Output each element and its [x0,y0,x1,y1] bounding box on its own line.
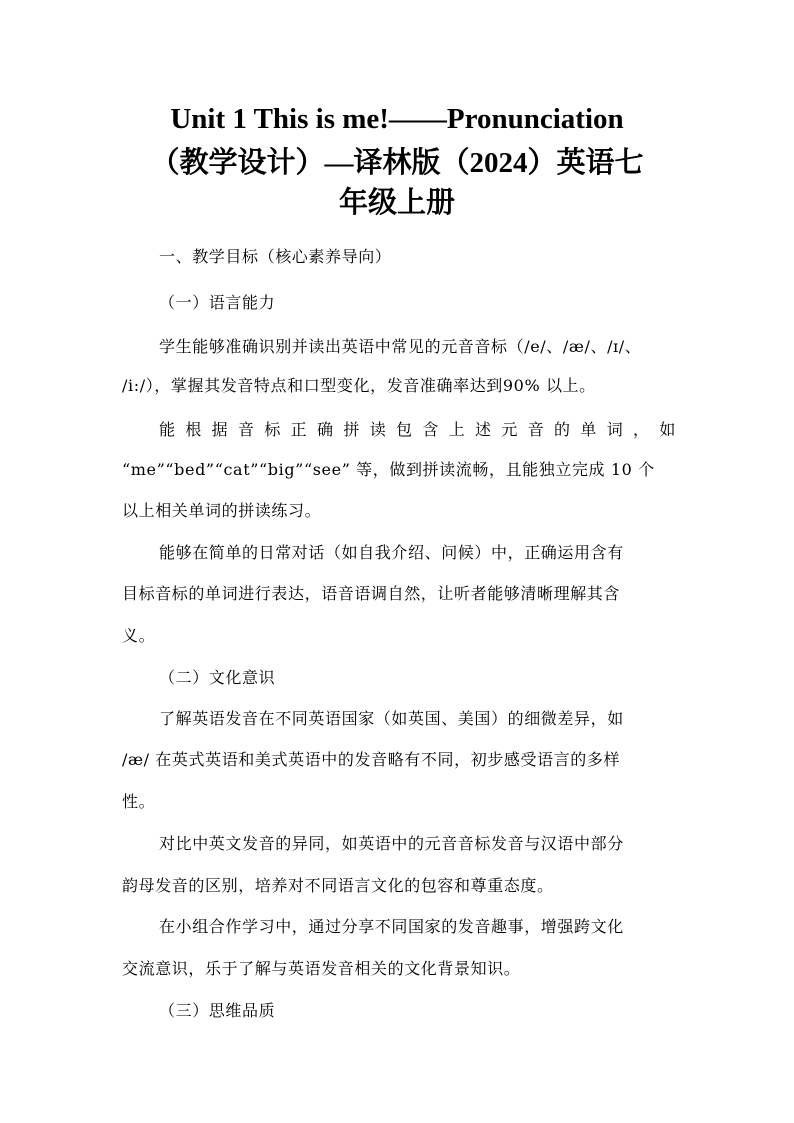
culture-p3-line-2: 交流意识，乐于了解与英语发音相关的文化背景知识。 [122,959,521,978]
subsection-heading-thinking: （三）思维品质 [159,1001,276,1020]
language-p1-line-2: /i:/），掌握其发音特点和口型变化，发音准确率达到90% 以上。 [122,376,596,395]
culture-p2-line-1: 对比中英文发音的异同，如英语中的元音音标发音与汉语中部分 [159,834,624,853]
culture-p3-line-1: 在小组合作学习中，通过分享不同国家的发音趣事，增强跨文化 [159,917,624,936]
culture-p1-line-2: /æ/ 在英式英语和美式英语中的发音略有不同，初步感受语言的多样 [122,750,621,769]
language-p1-line-1: 学生能够准确识别并读出英语中常见的元音音标（/e/、/æ/、/ɪ/、 [159,337,642,356]
culture-p1-line-3: 性。 [122,792,156,811]
culture-p2-line-2: 韵母发音的区别，培养对不同语言文化的包容和尊重态度。 [122,876,554,895]
document-title-line-2: （教学设计）—译林版（2024）英语七 [150,147,644,179]
document-title-line-3: 年级上册 [338,187,455,219]
document-title-line-1: Unit 1 This is me!——Pronunciation [170,103,624,135]
language-p2-line-3: 以上相关单词的拼读练习。 [122,501,322,520]
language-p3-line-2: 目标音标的单词进行表达，语音语调自然，让听者能够清晰理解其含 [122,584,621,603]
language-p2-line-1: 能 根 据 音 标 正 确 拼 读 包 含 上 述 元 音 的 单 词 ， 如 [159,420,676,439]
culture-p1-line-1: 了解英语发音在不同英语国家（如英国、美国）的细微差异，如 [159,709,624,728]
section-heading: 一、教学目标（核心素养导向） [159,247,392,266]
language-p2-line-2: “me”“bed”“cat”“big”“see” 等，做到拼读流畅，且能独立完成 10 个 [122,460,655,479]
subsection-heading-culture: （二）文化意识 [159,668,276,687]
subsection-heading-language: （一）语言能力 [159,293,276,312]
language-p3-line-3: 义。 [122,626,156,645]
language-p3-line-1: 能够在简单的日常对话（如自我介绍、问候）中，正确运用含有 [159,543,624,562]
